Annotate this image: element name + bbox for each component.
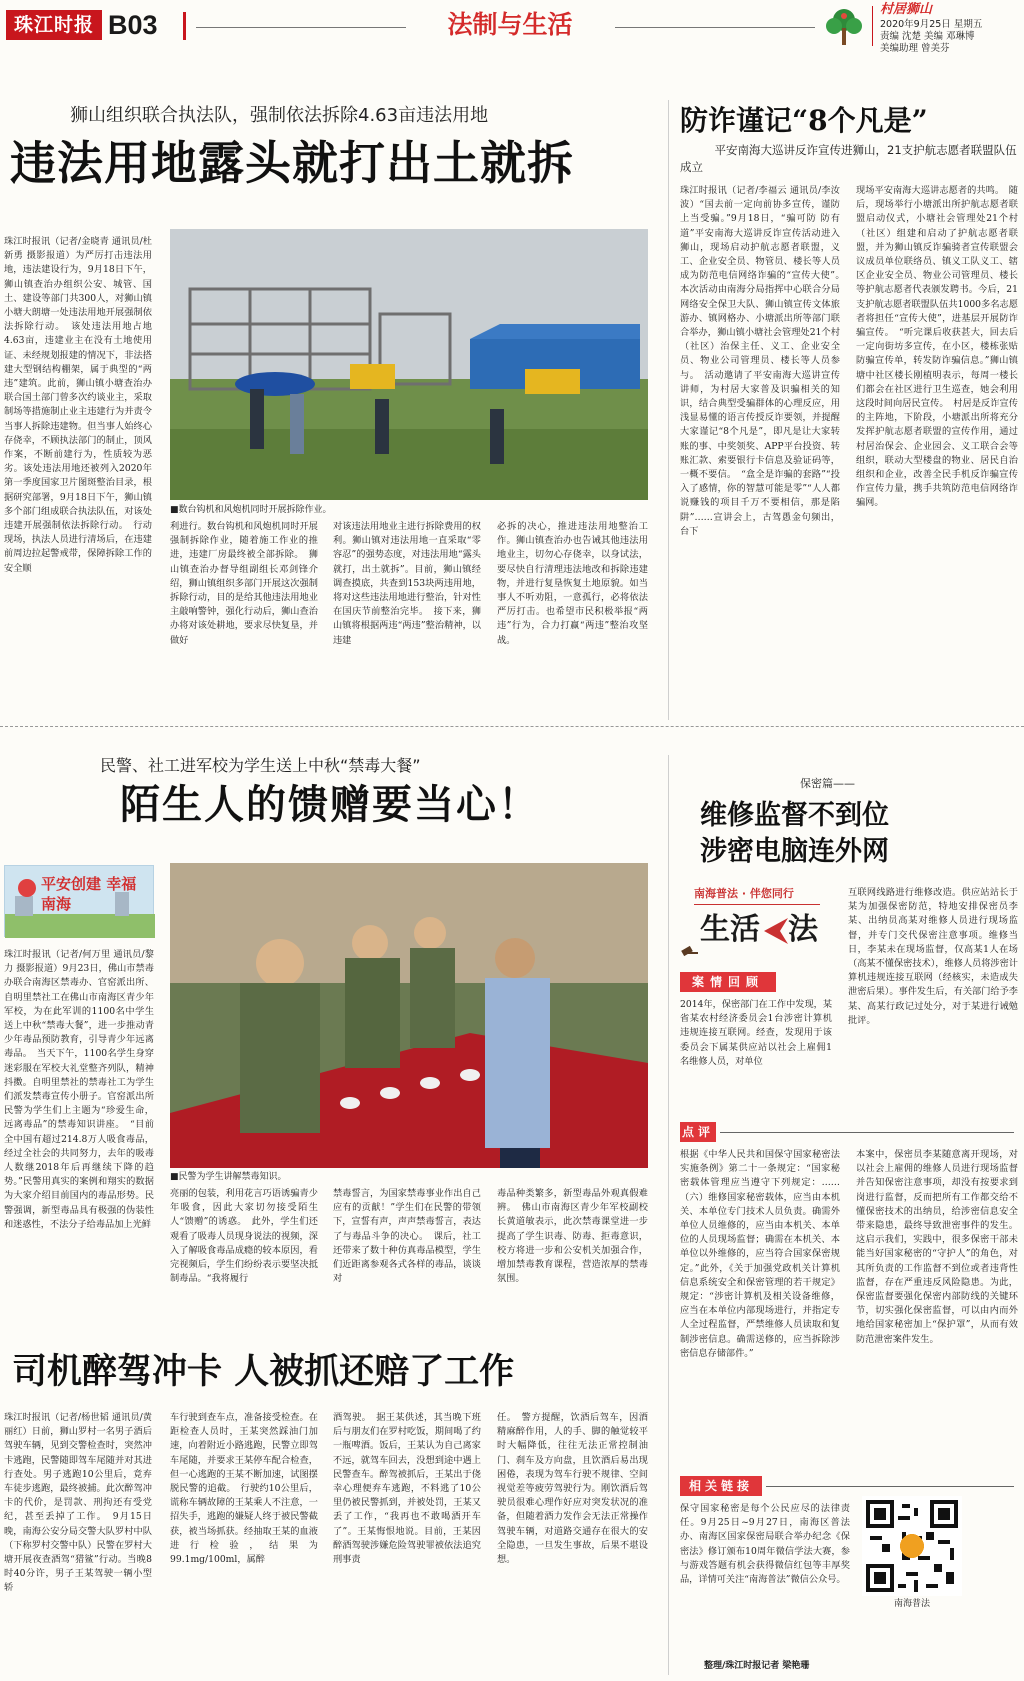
article-column: 车行驶到查车点，准备接受检查。在距检查人员时，王某突然踩油门加速，向着附近小路逃跑，民警立即驾车尾随，并要求王某停车配合检查，但一心逃跑的王某不断加速，试图摆脱民警的追截。 行驶约10公里后，谎称车辆故障的王某乘人不注意，一招失手，逃跑的嫌疑人终于被民警截获，被当场抓获。经抽取王某的血液进行检验，结果为99.1mg/100ml，属醉 bbox=[170, 1412, 318, 1566]
demolition-photo bbox=[170, 229, 648, 500]
article-headline: 防诈谨记“8个凡是” bbox=[680, 104, 928, 137]
article-column: 2014年，保密部门在工作中发现，某省某农村经济委员会1台涉密计算机违规连接互联网。经查，发现用于该委员会下属某供应站以社会上雇佣1名维修人员，对单位 bbox=[680, 999, 833, 1067]
article-column: 根据《中华人民共和国保守国家秘密法实施条例》第二十一条规定：“国家秘密载体管理应当遵守下列规定：……（六）维修国家秘密载体，应当由本机关、本单位专门技术人员负责。确需外单位人员维修的，应当由本机关、本单位的人员现场监督；确需在本机关、本单位以外维修的，应当符合国家保密规定。”此外，《关于加强党政机关计算机信息系统安全和保密管理的若干规定》规定：“涉密计算机及相关设备维修，应当在本单位内部现场进行，并指定专人全过程监督，严禁维修人员读取和复制涉密信息。确需送修的，应当拆除涉密信息存储部件。” bbox=[680, 1149, 840, 1359]
article-column: 禁毒誓言，为国家禁毒事业作出自己应有的贡献！”学生们在民警的带领下，宣誓有声，声声禁毒誓言，表达了与毒品斗争的决心。 课后，社工还带来了数十种仿真毒品模型，学生们近距离参观各式各样的毒品，谈谈对 bbox=[333, 1188, 481, 1285]
comment-tag: 点评 bbox=[680, 1122, 716, 1142]
article-headline-2: 涉密电脑连外网 bbox=[700, 836, 889, 867]
column-divider bbox=[668, 100, 669, 720]
section-title: 法制与生活 bbox=[447, 10, 573, 39]
link-text: 保守国家秘密是每个公民应尽的法律责任。9月25日~9月27日，南海区普法办、南海区国家保密局联合举办纪念《保密法》修订颁布10周年微信学法大赛，参与游戏答题有机会获得微信红包等丰厚奖品，详情可关注“南海普法”微信公众号。 bbox=[680, 1503, 850, 1586]
article-anti-fraud bbox=[680, 100, 1020, 720]
article-illegal-land bbox=[0, 100, 665, 720]
classroom-photo bbox=[170, 863, 648, 1168]
article-deck: 平安南海大巡讲反诈宣传进狮山，21支护航志愿者联盟队伍成立 bbox=[680, 143, 1017, 174]
masthead-editors-2: 美编助理 曾美芬 bbox=[880, 43, 950, 54]
section-divider bbox=[0, 726, 1024, 727]
article-headline: 维修监督不到位 bbox=[700, 800, 889, 831]
link-tag: 相关链接 bbox=[680, 1476, 762, 1496]
article-column: 珠江时报讯（记者/李福云 通讯员/李汝波）“国去前一定向前协多宣传，谨防上当受骗。”9月18日，“骗可防 防有道”平安南海大巡讲反诈宣传活动进入狮山，现场启动护航志愿者联盟，义工、企业安全员、物管员、楼长等人员成为防范电信网络诈骗的“宣传大使”。 本次活动由南海分局指挥中心联合分局网络安全保卫大队、狮山镇宣传文体旅游办、镇网格办、小塘派出所等部门联合举办，狮山镇小塘社会管理处21个村（社区）治保主任、义工、企业安全员、物业公司管理员、楼长等人员参与。 活动邀请了平安南海大巡讲宣传讲师，为村居大家普及识骗相关的知识，结合典型受骗群体的心理反应，用浅显易懂的语言传授反诈要领，并提醒大家谨记“8个凡是”，即凡是让大家转账的事、中奖领奖、APP平台投资、转账汇款、索要银行卡信息及验证码等，一概不要信。 “盒全是诈骗的套路”“投入了感情，你的智慧可能是零”“人人都说赚钱的项目千万不要相信，那是陷阱”……宣讲会上，古驾愚金句频出，台下 bbox=[680, 185, 850, 537]
article-drunk-driving bbox=[0, 1345, 665, 1681]
article-column: 酒驾驶。 据王某供述，其当晚下班后与朋友们在罗村吃饭，期间喝了约一瓶啤酒。饭后，王某认为自己离家不远，就驾车回去，没想到途中遇上民警查车。醉驾被抓后，王某出于侥幸心理便弃车逃跑，不料逃了10公里仍被民警抓到，并被处罚，王某又丢了工作，“我再也不敢喝酒开车了”。王某悔恨地说。目前，王某因醉酒驾驶涉嫌危险驾驶罪被依法追究刑事责 bbox=[333, 1412, 481, 1566]
article-column: 对该违法用地业主进行拆除费用的权利。狮山镇对违法用地一直采取“零容忍”的强势态度，对违法用地“露头就打，出土就拆”。目前，狮山镇经调查摸底，共查到153块两违用地，将对这些违法用地进行整治，针对性在国庆节前整治完毕。 接下来，狮山镇将根据两违“两违”整治精神，以违建 bbox=[333, 521, 481, 646]
masthead-editors: 责编 沈楚 美编 邓琳博 bbox=[880, 31, 975, 42]
tree-icon bbox=[822, 6, 866, 48]
banner-underline bbox=[694, 904, 820, 905]
article-column: 现场平安南海大巡讲志愿者的共鸣。 随后，现场举行小塘派出所护航志愿者联盟启动仪式，小塘社会管理处21个村（社区）组建和启动了护航志愿者联盟，并为狮山镇反诈骗骑者宣传联盟会议成员单位联络员、镇义工队义工、辖区企业安全员、物业公司管理员、楼长等护航志愿者代表颁发聘书。今后，21支护航志愿者联盟队伍共1000多名志愿者将担任“宣传大使”，进基层开展防诈骗宣传。 “听完课后收获甚大，回去后一定向街坊多宣传，在小区，楼栋张贴防骗宣传单，转发防诈骗信息。”狮山镇塘中社区楼长刚植明表示，每周一楼长们都会在社区进行卫生巡查，她会利用这段时间向居民宣传。 村居是反诈宣传的主阵地，下阶段，小塘派出所将充分发挥护航志愿者联盟的宣传作用，通过村居治保会、企业园会、义工联合会等组织，联动大型楼盘的物业、居民自治组织和企业，改善全民手机反诈骗宣传作宣传力量，携手共筑防范电信网络诈骗网。 bbox=[856, 185, 1018, 509]
article-headline: 陌生人的馈赠要当心！ bbox=[120, 781, 540, 828]
article-headline: 违法用地露头就打出土就拆 bbox=[10, 136, 574, 190]
series-label: 保密篇—— bbox=[800, 777, 855, 790]
supplement-title: 村居狮山 bbox=[880, 2, 933, 17]
banner-subtitle: 南海普法 · 伴您同行 bbox=[694, 887, 794, 900]
article-column: 互联网线路进行维修改造。供应站站长于某为加强保密防范，特地安排保密员李某、出纳员高某对维修人员进行现场监督，并专门交代保密注意事项。维修当日，李某未在现场监督，仅高某1人在场（高某不懂保密技术），维修人员将涉密计算机违规连接互联网（经核实，未造成失泄密后果）。事件发生后，有关部门给予李某、高某行政记过处分，对于某进行诫勉批评。 bbox=[848, 887, 1018, 1026]
masthead-rule-left bbox=[196, 27, 406, 28]
article-column: 亮丽的包装，利用花言巧语诱骗青少年吸食，因此大家切勿接受陌生人“馈赠”的诱惑。 此外，学生们还观看了吸毒人员现身说法的视频，深入了解吸食毒品成瘾的较本原因，看完视频后，学生们纷纷表示要坚决抵制毒品。“我将履行 bbox=[170, 1188, 318, 1285]
qr-code[interactable] bbox=[862, 1496, 962, 1596]
gavel-icon bbox=[680, 942, 700, 966]
article-headline: 司机醉驾冲卡 人被抓还赔了工作 bbox=[12, 1351, 515, 1392]
banner-title-2: 法 bbox=[788, 912, 818, 947]
page-number: B03 bbox=[108, 10, 158, 40]
law-banner bbox=[680, 886, 830, 968]
banner-title: 生活 bbox=[700, 912, 760, 947]
photo-caption: ■民警为学生讲解禁毒知识。 bbox=[170, 1172, 287, 1182]
article-column: 珠江时报讯（记者/何万里 通讯员/黎力 摄影报道）9月23日，佛山市禁毒办联合南海区禁毒办、官窑派出所、自明里禁社工在佛山市南海区青少年军校，为在此军训的1100名中学生送上中秋“禁毒大餐”，进一步推动青少年毒品预防教育，引导青少年远离毒品。 当天下午，1100名学生身穿迷彩服在军校大礼堂整齐列队，精神抖擞。自明里禁社的禁毒社工为学生们派发禁毒宣传小册子。官窑派出所民警为学生们上主题为“珍爱生命，远离毒品”的禁毒知识讲座。 “目前全中国有超过214.8万人吸食毒品，经过全社会的共同努力，去年的吸毒人数继2018年后再继续下降的趋势。”民警用真实的案例和翔实的数据为大家介绍目前国内的毒品形势。民警强调，新型毒品具有极强的伪装性和迷惑性，不法分子给毒品加上光鲜 bbox=[4, 949, 154, 1230]
masthead-divider bbox=[872, 6, 873, 46]
case-tag: 案情回顾 bbox=[680, 972, 776, 992]
masthead-rule-right bbox=[615, 27, 815, 28]
masthead bbox=[0, 0, 1024, 54]
arrow-icon bbox=[762, 914, 788, 952]
article-secrecy bbox=[680, 776, 1020, 1676]
article-column: 毒品种类繁多，新型毒品外观真假难辨。 佛山市南海区青少年军校副校长黄道敏表示，此次禁毒课堂进一步提高了学生识毒、防毒、拒毒意识，校方将进一步和公安机关加强合作，增加禁毒教育课程，营造浓厚的禁毒氛围。 bbox=[497, 1188, 648, 1285]
photo-caption: ■数台钩机和风炮机同时开展拆除作业。 bbox=[170, 505, 332, 515]
article-column: 珠江时报讯（记者/金晓青 通讯员/杜新勇 摄影报道）为严厉打击违法用地，违法建设行为，9月18日下午，狮山镇查治办组织公安、城管、国土、建设等部门共300人，对狮山镇小塘大朗塘一处违法用地开展强制依法拆除行动。 该处违法用地占地4.63亩，违建业主在没有土地使用证、未经规划报建的情况下，非法搭建大型钢结构棚架，属于典型的“两违”建筑。此前，狮山镇小塘查治办联合国土部门曾多次约谈业主，采取制场等措施制止业主违建行为并责令当事人拆除违建物。但当事人始终心存侥幸，不顾执法部门的制止，顶风作案，不断前建行为，性质较为恶劣。该处违法用地还被列入2020年第一季度国家卫片图斑整治目录，根据研究部署，9月18日下午，狮山镇多个部门组成联合执法队伍，对该处违建开展强制依法拆除行动。 行动现场，执法人员进行清场后，在违建前周边拉起警戒带，保障拆除工作的安全顺 bbox=[4, 236, 152, 574]
link-author: 整理/珠江时报记者 梁艳珊 bbox=[704, 1661, 810, 1671]
article-anti-drug bbox=[0, 755, 665, 1345]
masthead-bar bbox=[183, 12, 186, 40]
qr-label: 南海普法 bbox=[893, 1599, 930, 1609]
ping-an-logo-text: 平安创建 幸福南海 bbox=[41, 875, 137, 913]
article-column: 珠江时报讯（记者/杨世韬 通讯员/黄丽红）日前，狮山罗村一名男子酒后驾驶车辆，见到交警检查时，突然冲卡逃跑，民警随即驾车尾随并对其进行查处。男子逃跑10公里后，竟弃车徒步逃跑，最终被捕。此次醉驾冲卡的代价，是罚款、刑拘还有受党纪，甚至丢掉了工作。 9月15日晚，南海公安分局交警大队罗村中队（下称罗村交警中队）民警在罗村大塘开展夜查酒驾“猎鲨”行动。当晚8时40分许，男子王某驾驶一辆小型轿 bbox=[4, 1412, 152, 1594]
link-rule bbox=[766, 1486, 1014, 1487]
comment-rule bbox=[720, 1132, 1014, 1133]
column-divider bbox=[668, 755, 669, 1675]
ping-an-logo bbox=[4, 865, 154, 937]
article-column: 利进行。数台钩机和风炮机同时开展强制拆除作业，随着施工作业的推进，违建厂房最终被全部拆除。 狮山镇查治办督导组副组长邓剑锋介绍，狮山镇组织多部门开展这次强制拆除行动，目的是给其他违法用地业主敲响警钟，强化行动后，狮山查治办将对该处耕地，要求尽快复垦，并做好 bbox=[170, 521, 318, 646]
article-kicker: 民警、社工进军校为学生送上中秋“禁毒大餐” bbox=[100, 756, 421, 775]
article-column: 任。 警方提醒，饮酒后驾车，因酒精麻醉作用，人的手、脚的触觉较平时大幅降低，往往无法正常控制油门、刹车及方向盘，且饮酒后易出现困倦，表现为驾车行驶不规律、空间视觉差等疲劳驾驶行为。刚饮酒后驾驶员很难心理作好应对突发状况的准备，但随着酒力发作会无法正常操作驾驶车辆，对道路交通存在很大的安全隐患，一旦发生事故，后果不堪设想。 bbox=[497, 1412, 648, 1566]
article-column: 本案中，保密员李某随意离开现场，对以社会上雇佣的维修人员进行现场监督并告知保密注意事项，却没有按要求到岗进行监督，反而把所有工作都交给不懂保密技术的出纳员，给涉密信息安全带来隐患，最终导致泄密事件的发生。这启示我们，实践中，很多保密干部未能当好国家秘密的“守护人”的角色，对其所负责的工作监督不到位或者违背性监督，存在严重违反风险隐患。为此，保密监督要强化保密内部防线的关键环节，切实强化保密监督，可以由内而外地给国家秘密加上“保护罩”，从而有效防范泄密案件发生。 bbox=[856, 1149, 1018, 1345]
article-column: 必拆的决心，推进违法用地整治工作。狮山镇查治办也告诫其他违法用地业主，切勿心存侥幸，以身试法，要尽快自行清理违法地改和拆除违建物，并进行复垦恢复土地原貌。如当事人不听劝阻，一意孤行，必将依法严厉打击。也希望市民积极举报“两违”行为，合力打赢“两违”整治攻坚战。 bbox=[497, 521, 648, 646]
masthead-date: 2020年9月25日 星期五 bbox=[880, 19, 983, 30]
article-kicker: 狮山组织联合执法队，强制依法拆除4.63亩违法用地 bbox=[70, 105, 489, 126]
paper-logo: 珠江时报 bbox=[6, 10, 102, 40]
